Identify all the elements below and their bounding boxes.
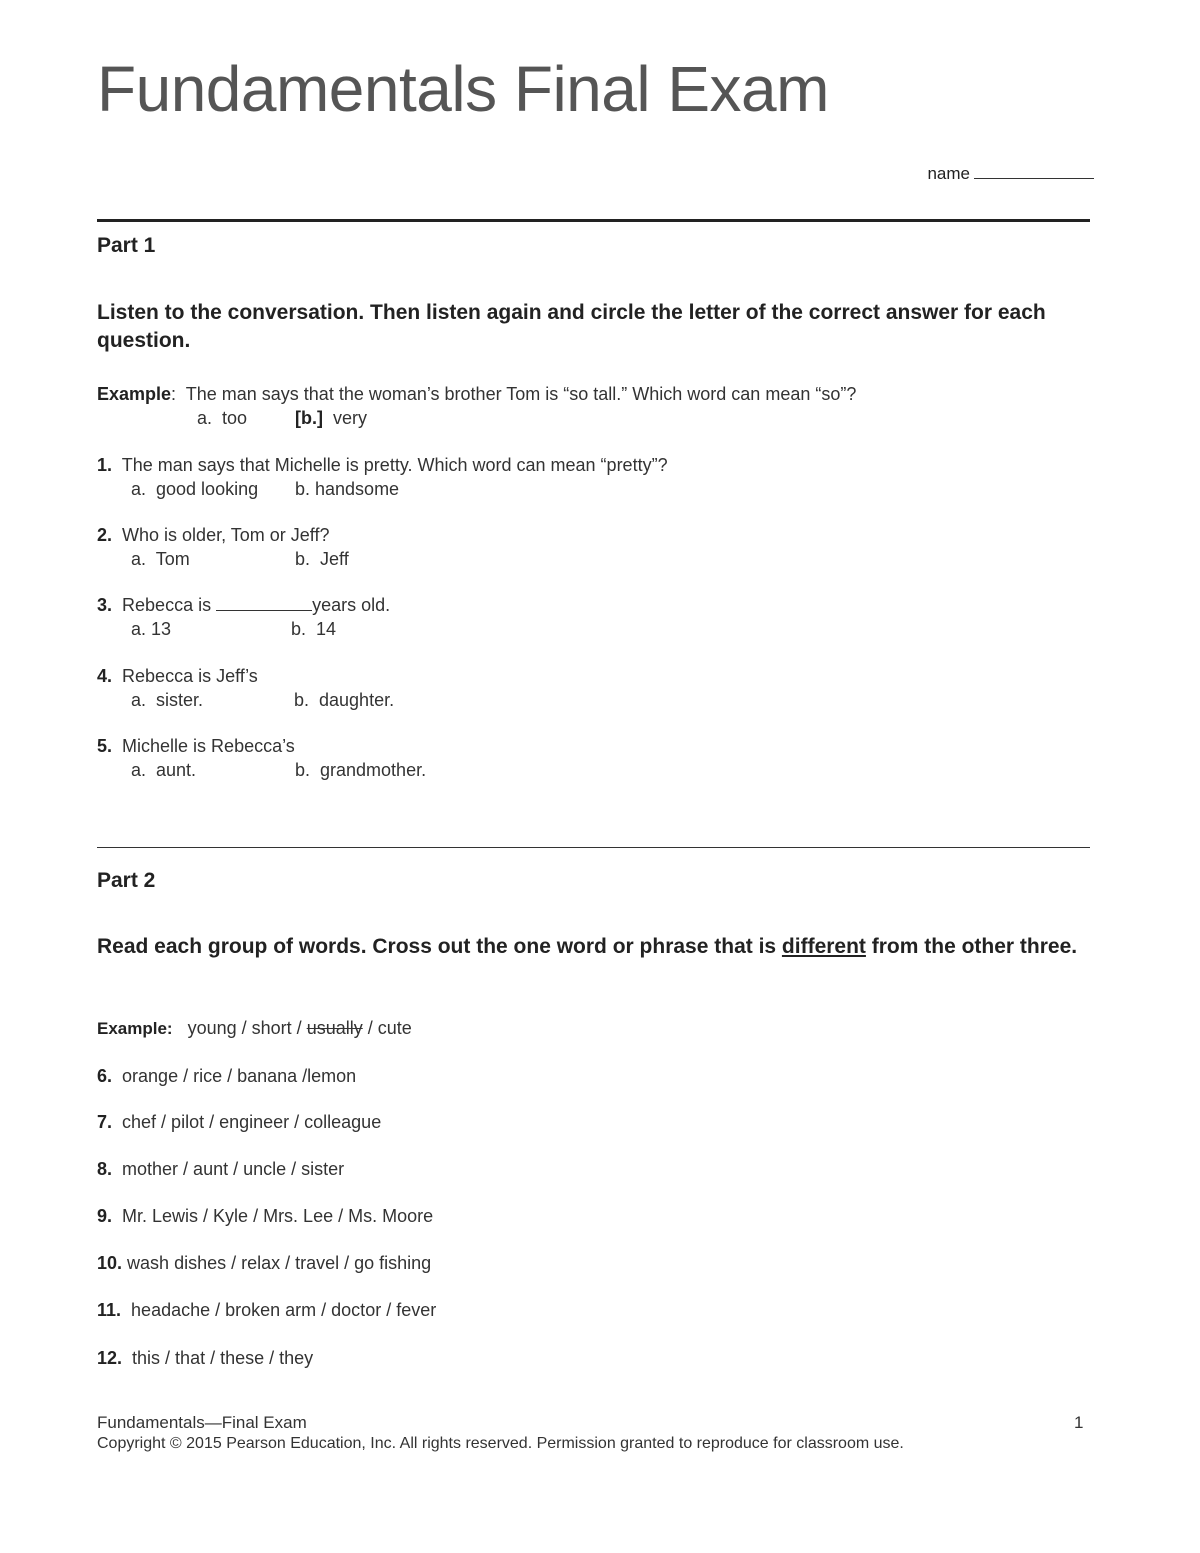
question-text: Rebecca is Jeff’s [122,666,258,686]
name-label: name [927,164,970,183]
item-7 [97,1112,381,1133]
item-number: 6. [97,1066,113,1086]
footer-copyright: Copyright © 2015 Pearson Education, Inc. All rights reserved. Permission granted to reproduce for classroom use. [97,1435,904,1452]
question-4 [97,666,258,687]
top-divider [97,219,1090,222]
instructions-underlined-word: different [781,935,866,958]
page-title: Fundamentals Final Exam [97,53,829,125]
item-number: 10. [97,1253,123,1273]
question-number: 5. [97,736,113,756]
example-option-b-letter: [b.] [295,408,323,428]
question-4-option-b: b. daughter. [294,690,395,710]
example-option-b-text: very [333,408,368,428]
question-1-option-b: b. handsome [295,479,400,499]
question-2 [97,525,329,546]
part2-example [97,1018,412,1039]
answer-blank [216,595,312,611]
question-number: 2. [97,525,113,545]
question-5 [97,736,295,757]
part1-example [97,384,856,405]
question-number: 1. [97,455,113,475]
example-label: Example: [97,1019,173,1038]
part2-heading: Part 2 [97,869,156,892]
item-text: headache / broken arm / doctor / fever [131,1300,437,1320]
item-text: chef / pilot / engineer / colleague [122,1112,382,1132]
section-divider [97,847,1090,848]
page-number: 1 [1074,1413,1084,1432]
item-11 [97,1300,436,1321]
item-text: mother / aunt / uncle / sister [122,1159,345,1179]
example-option-a: a. too [197,408,248,428]
item-number: 12. [97,1348,123,1368]
question-text: Michelle is Rebecca’s [122,736,295,756]
question-5-option-b: b. grandmother. [295,760,427,780]
example-after: / cute [362,1018,412,1038]
item-6 [97,1066,356,1087]
part1-instructions: Listen to the conversation. Then listen again and circle the letter of the correct answer for each question. [97,301,1046,352]
item-number: 7. [97,1112,113,1132]
question-text: Who is older, Tom or Jeff? [122,525,330,545]
question-3 [97,595,390,616]
question-2-option-a: a. Tom [131,549,190,569]
question-2-option-b: b. Jeff [295,549,349,569]
example-option-b [295,408,367,429]
item-text: this / that / these / they [132,1348,314,1368]
example-crossed-word: usually [306,1018,363,1038]
question-5-option-a: a. aunt. [131,760,197,780]
part2-instructions [97,933,1107,961]
item-number: 8. [97,1159,113,1179]
example-before: young / short / [187,1018,307,1038]
question-3-option-a: a. 13 [131,619,172,639]
footer-document-name: Fundamentals—Final Exam [97,1413,307,1432]
instructions-text-end: from the other three. [865,935,1078,958]
item-text: wash dishes / relax / travel / go fishing [127,1253,432,1273]
question-1 [97,455,668,476]
question-text: The man says that Michelle is pretty. Which word can mean “pretty”? [121,455,668,475]
item-10 [97,1253,431,1274]
example-question: The man says that the woman’s brother Tom is “so tall.” Which word can mean “so”? [185,384,857,404]
example-label: Example [97,384,172,404]
item-number: 11. [97,1300,122,1320]
item-number: 9. [97,1206,113,1226]
question-4-option-a: a. sister. [131,690,204,710]
item-text: Mr. Lewis / Kyle / Mrs. Lee / Ms. Moore [122,1206,434,1226]
question-3-option-b: b. 14 [291,619,337,639]
question-number: 3. [97,595,113,615]
item-12 [97,1348,313,1369]
item-8 [97,1159,344,1180]
question-text-after: years old. [312,595,391,615]
instructions-text: Read each group of words. Cross out the one word or phrase that is [97,935,782,958]
name-blank-line [974,162,1094,179]
name-field [927,162,1094,184]
item-9 [97,1206,433,1227]
item-text: orange / rice / banana /lemon [122,1066,357,1086]
example-colon: : [171,384,177,404]
question-text-before: Rebecca is [122,595,217,615]
question-1-option-a: a. good looking [131,479,259,499]
question-number: 4. [97,666,113,686]
part1-heading: Part 1 [97,234,156,257]
